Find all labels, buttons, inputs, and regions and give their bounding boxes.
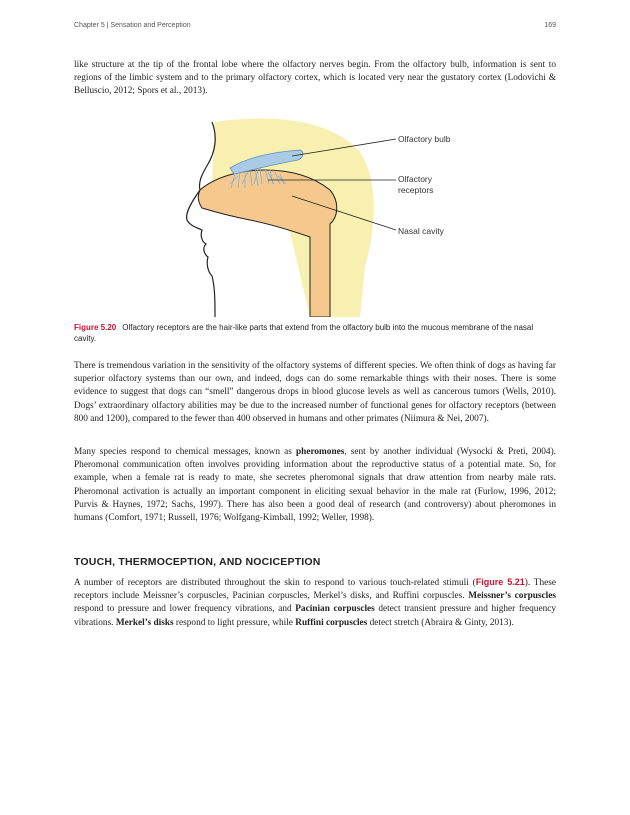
touch-text-4: detect transient pressure and higher frequency vibrations.: [74, 604, 557, 628]
term-merkels-disks: Merkel’s disks: [115, 617, 174, 628]
touch-text-6: detect stretch (Abraira & Ginty, 2013).: [367, 617, 514, 628]
caption-text: Olfactory receptors are the hair-like parts that extend from the olfactory bulb into the mucous membrane of the nasal cavity.: [74, 323, 534, 343]
olfactory-figure: [160, 112, 480, 317]
touch-text-5: respond to light pressure, while: [173, 617, 296, 628]
intro-paragraph: like structure at the tip of the frontal lobe where the olfactory nerves begin. From the olfactory bulb, information is sent to regions of the limbic system and to the primary olfactory cortex, which is located very near the gustatory cortex (Lodovichi & Belluscio, 2012; Spors et al., 2013).: [74, 60, 556, 97]
olfactory-diagram: [160, 112, 480, 317]
touch-text-1: A number of receptors are distributed throughout the skin to respond to various touch-related stimuli (: [74, 578, 476, 588]
figure-5-21-link[interactable]: Figure 5.21: [475, 577, 525, 587]
pheromones-term: pheromones: [295, 447, 345, 457]
label-olfactory-receptors-line1: Olfactory: [398, 174, 433, 184]
term-ruffini-corpuscles: Ruffini corpuscles: [295, 617, 368, 628]
pheromones-text-after: , sent by another individual (Wysocki & Preti, 2004). Pheromonal communication often involves providing information about the reproductive status of a potential mate. So, for example, when a female rat is ready to mate, she secretes pheromonal signals that draw attention from nearby male rats. Pheromonal activation is actually an important component in eliciting sexual behavior in the male rat (Furlow, 1996, 2012; Purvis & Haynes, 1972; Sachs, 1997). There has also been a good deal of research (and controversy) about pheromones in humans (Comfort, 1971; Russell, 1976; Wolfgang-Kimball, 1992; Weller, 1998).: [74, 447, 556, 524]
page-number: 169: [544, 22, 556, 29]
section-heading: TOUCH, THERMOCEPTION, AND NOCICEPTION: [74, 556, 321, 568]
paragraph-pheromones: [74, 446, 556, 525]
label-olfactory-receptors-line2: receptors: [398, 185, 434, 195]
figure-caption: [74, 322, 556, 344]
paragraph-species-variation: There is tremendous variation in the sensitivity of the olfactory systems of different species. We often think of dogs as having far superior olfactory systems than our own, and indeed, dogs can do some remarkable things with their noses. There is some evidence to suggest that dogs can “smell” dangerous drops in blood glucose levels as well as cancerous tumors (Wells, 2010). Dogs’ extraordinary olfactory abilities may be due to the increased number of functional genes for olfactory receptors (between 800 and 1200), compared to the fewer than 400 observed in humans and other primates (Niimura & Nei, 2007).: [74, 361, 556, 424]
caption-figure-number: Figure 5.20: [74, 323, 117, 332]
face-outline: [187, 122, 216, 317]
term-meissners-corpuscles: Meissner’s corpuscles: [468, 591, 556, 602]
touch-text-2: ). These receptors include Meissner’s corpuscles, Pacinian corpuscles, Merkel’s disks, and Ruffini corpuscles.: [74, 578, 556, 602]
running-header: [74, 22, 556, 34]
paragraph-touch: [74, 576, 556, 630]
touch-text-3: respond to pressure and lower frequency vibrations, and: [74, 604, 296, 615]
chapter-title: Chapter 5 | Sensation and Perception: [74, 22, 191, 29]
pheromones-text-before: Many species respond to chemical messages, known as: [74, 447, 296, 457]
nasal-cavity: [198, 170, 337, 317]
label-olfactory-bulb: Olfactory bulb: [398, 134, 451, 144]
label-nasal-cavity: Nasal cavity: [398, 226, 444, 236]
term-pacinian-corpuscles: Pacinian corpuscles: [295, 604, 375, 615]
